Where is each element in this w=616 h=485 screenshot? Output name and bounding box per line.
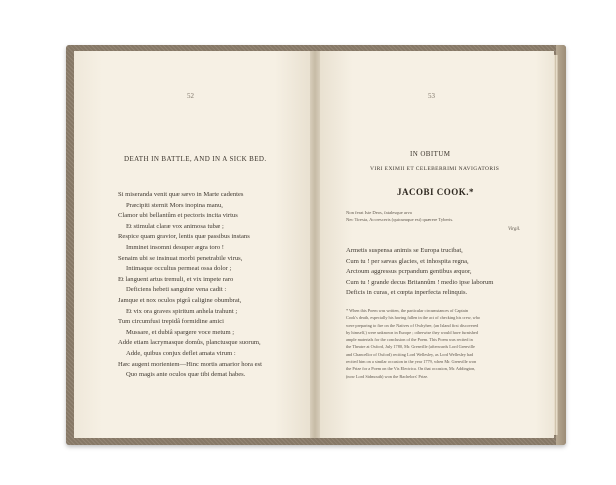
verse-line: Tum circumfusi trepidâ formidine amici — [118, 318, 224, 326]
poem-title-left: DEATH IN BATTLE, AND IN A SICK BED. — [124, 155, 267, 163]
heading-jacobi-cook: JACOBI COOK.* — [397, 187, 475, 197]
open-book — [66, 45, 566, 445]
verse-line: Jamque et nox oculos pigrâ caligine obumbrat, — [118, 296, 242, 304]
verse-line: Arctoum aggressus pcrpandum gentibus æquor, — [346, 268, 472, 276]
verse-line: Intimaque occultus permeat ossa dolor ; — [126, 265, 232, 273]
page-edges — [554, 55, 558, 435]
verse-line: Præcipiti sternit Mors inopina manu, — [126, 201, 223, 209]
verse-line: Cum tu ! per sævas glacies, et inhospita regna, — [346, 257, 469, 265]
footnote-line: the Prize for a Poem on the Vis Electrica. On that occasion, Mr. Addington, — [346, 366, 476, 372]
epigraph-line: Nec Tiresia, Accresceris (quicumque est) quærere Tyberis. — [346, 217, 454, 222]
verse-line: Hæc augent morientem—Hinc mortis amarior hora est — [118, 360, 262, 368]
epigraph — [346, 209, 453, 223]
page-number-right: 53 — [428, 92, 435, 100]
verse-line: Si miseranda venit quæ sævo in Marte cadentes — [118, 191, 244, 198]
verse-line: Respice quam gravior, lentis quæ passibus instans — [118, 233, 250, 241]
epigraph-line: Non ferat Iste Deos, fatalesque arva — [346, 210, 412, 215]
footnote-line: were preparing to fire on the Natives of Owhyhee, (an Island first discovered — [346, 322, 479, 328]
verse-line: Deficiens hebeti sanguine vena cadit : — [126, 286, 227, 294]
footnote-line: * When this Poem was written, the particular circumstances of Captain — [346, 308, 468, 313]
footnote-line: the Theatre at Oxford, July 1780, Mr. Grenville (afterwards Lord Grenville — [346, 344, 475, 350]
footnote-line: recited him on a similar occasion in the year 1779, when Mr. Grenville won — [346, 359, 477, 365]
verse-line: Senaim ubi se insinuat morbi penetrabile virus, — [118, 254, 243, 262]
verse-line: Cum tu ! grande decus Britannûm ! medio ipse laborum — [346, 278, 494, 286]
book-gutter — [310, 51, 320, 438]
verse-line: Mussare, et dubiâ spargere voce metum ; — [126, 328, 235, 336]
right-page — [320, 51, 554, 438]
heading-in-obitum: IN OBITUM — [410, 150, 451, 158]
left-page — [74, 51, 310, 438]
verse-line: Et stimulat claræ vox animosa tubæ ; — [126, 222, 224, 230]
verse-line: Clamor ubi bellantûm et pectoris incita virtus — [118, 212, 238, 220]
verse-block-left — [118, 190, 262, 381]
verse-line: Et vix ora graves spiritum anhela trahunt ; — [126, 307, 238, 315]
footnote-line: Cook's death, especially his having fallen in the act of checking his crew, who — [346, 315, 481, 321]
verse-block-right — [346, 246, 493, 299]
verse-line: Deficis in curas, et cœpta inperfecta relinquis. — [346, 289, 468, 297]
page-number-left: 52 — [187, 92, 194, 100]
verse-line: Imminet insomni desuper ægra toro ! — [126, 243, 224, 251]
heading-viri-eximii: VIRI EXIMII ET CELEBERRIMI NAVIGATORIS — [370, 166, 500, 172]
footnote — [346, 307, 480, 380]
footnote-line: by himself,) were unknown in Europe ; otherwise they would have furnished — [346, 329, 478, 335]
epigraph-source: Virgil. — [508, 227, 521, 232]
verse-line: Adde, quibus conjux deflet amata virum : — [126, 349, 236, 357]
verse-line: Quo magis ante oculos quæ tibi demat habes. — [126, 371, 246, 379]
footnote-line: ample materials for the conclusion of the Poem. This Poem was recited in — [346, 337, 473, 343]
footnote-line: (now Lord Sidmouth) won the Bachelors' Prize. — [346, 373, 429, 379]
verse-line: Adde etiam lacrymasque domûs, planctusque suorum, — [118, 339, 261, 347]
footnote-line: and Chancellor of Oxford) reciting Lord Wellesley, as Lord Wellesley had — [346, 351, 474, 357]
verse-line: Armetis suspensa animis se Europa trucibat, — [346, 247, 463, 254]
verse-line: Et languent artus tremuli, et vix impete raro — [118, 275, 234, 283]
